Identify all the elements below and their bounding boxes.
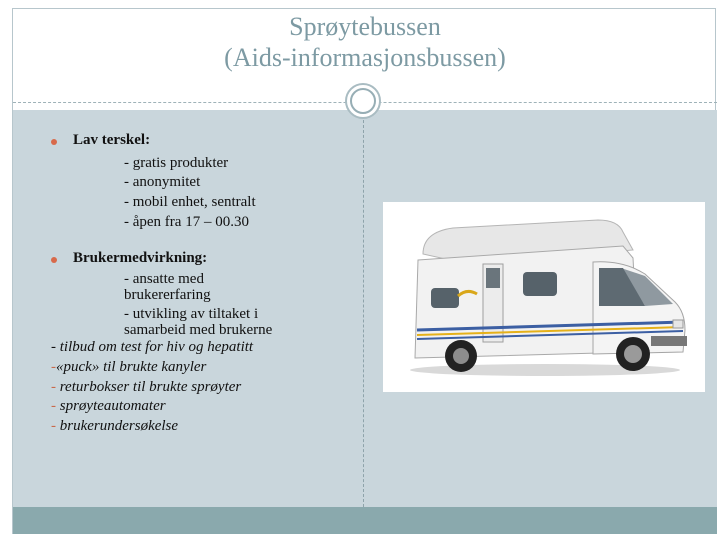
list-item: - utvikling av tiltaket i [124, 306, 259, 322]
list-item: brukererfaring [124, 287, 211, 303]
content-area [13, 110, 717, 507]
plain-list-item: - tilbud om test for hiv og hepatitt [51, 339, 254, 355]
bullet-icon [51, 257, 57, 263]
list-item: - mobil enhet, sentralt [124, 194, 256, 210]
footer-bar [13, 507, 717, 534]
list-item: samarbeid med brukerne [124, 322, 273, 338]
list-item: - gratis produkter [124, 155, 229, 171]
motorhome-image [383, 202, 705, 392]
column-divider [363, 110, 364, 507]
section2-heading: Brukermedvirkning: [73, 250, 208, 266]
plain-list-item: - sprøyteautomater [51, 398, 166, 414]
list-item: - ansatte med [124, 271, 204, 287]
slide-title [13, 11, 717, 73]
title-line-1: Sprøytebussen [289, 12, 441, 41]
plain-list-item: -«puck» til brukte kanyler [51, 359, 207, 375]
list-item: - anonymitet [124, 174, 201, 190]
list-item: - åpen fra 17 – 00.30 [124, 214, 249, 230]
slide [12, 8, 716, 534]
plain-list-item: - brukerundersøkelse [51, 418, 179, 434]
plain-list-item: - returbokser til brukte sprøyter [51, 379, 242, 395]
section1-heading: Lav terskel: [73, 132, 151, 148]
title-line-2: (Aids-informasjonsbussen) [224, 43, 506, 72]
motorhome-icon [383, 202, 705, 392]
separator-circle-icon [345, 83, 381, 119]
bullet-icon [51, 139, 57, 145]
